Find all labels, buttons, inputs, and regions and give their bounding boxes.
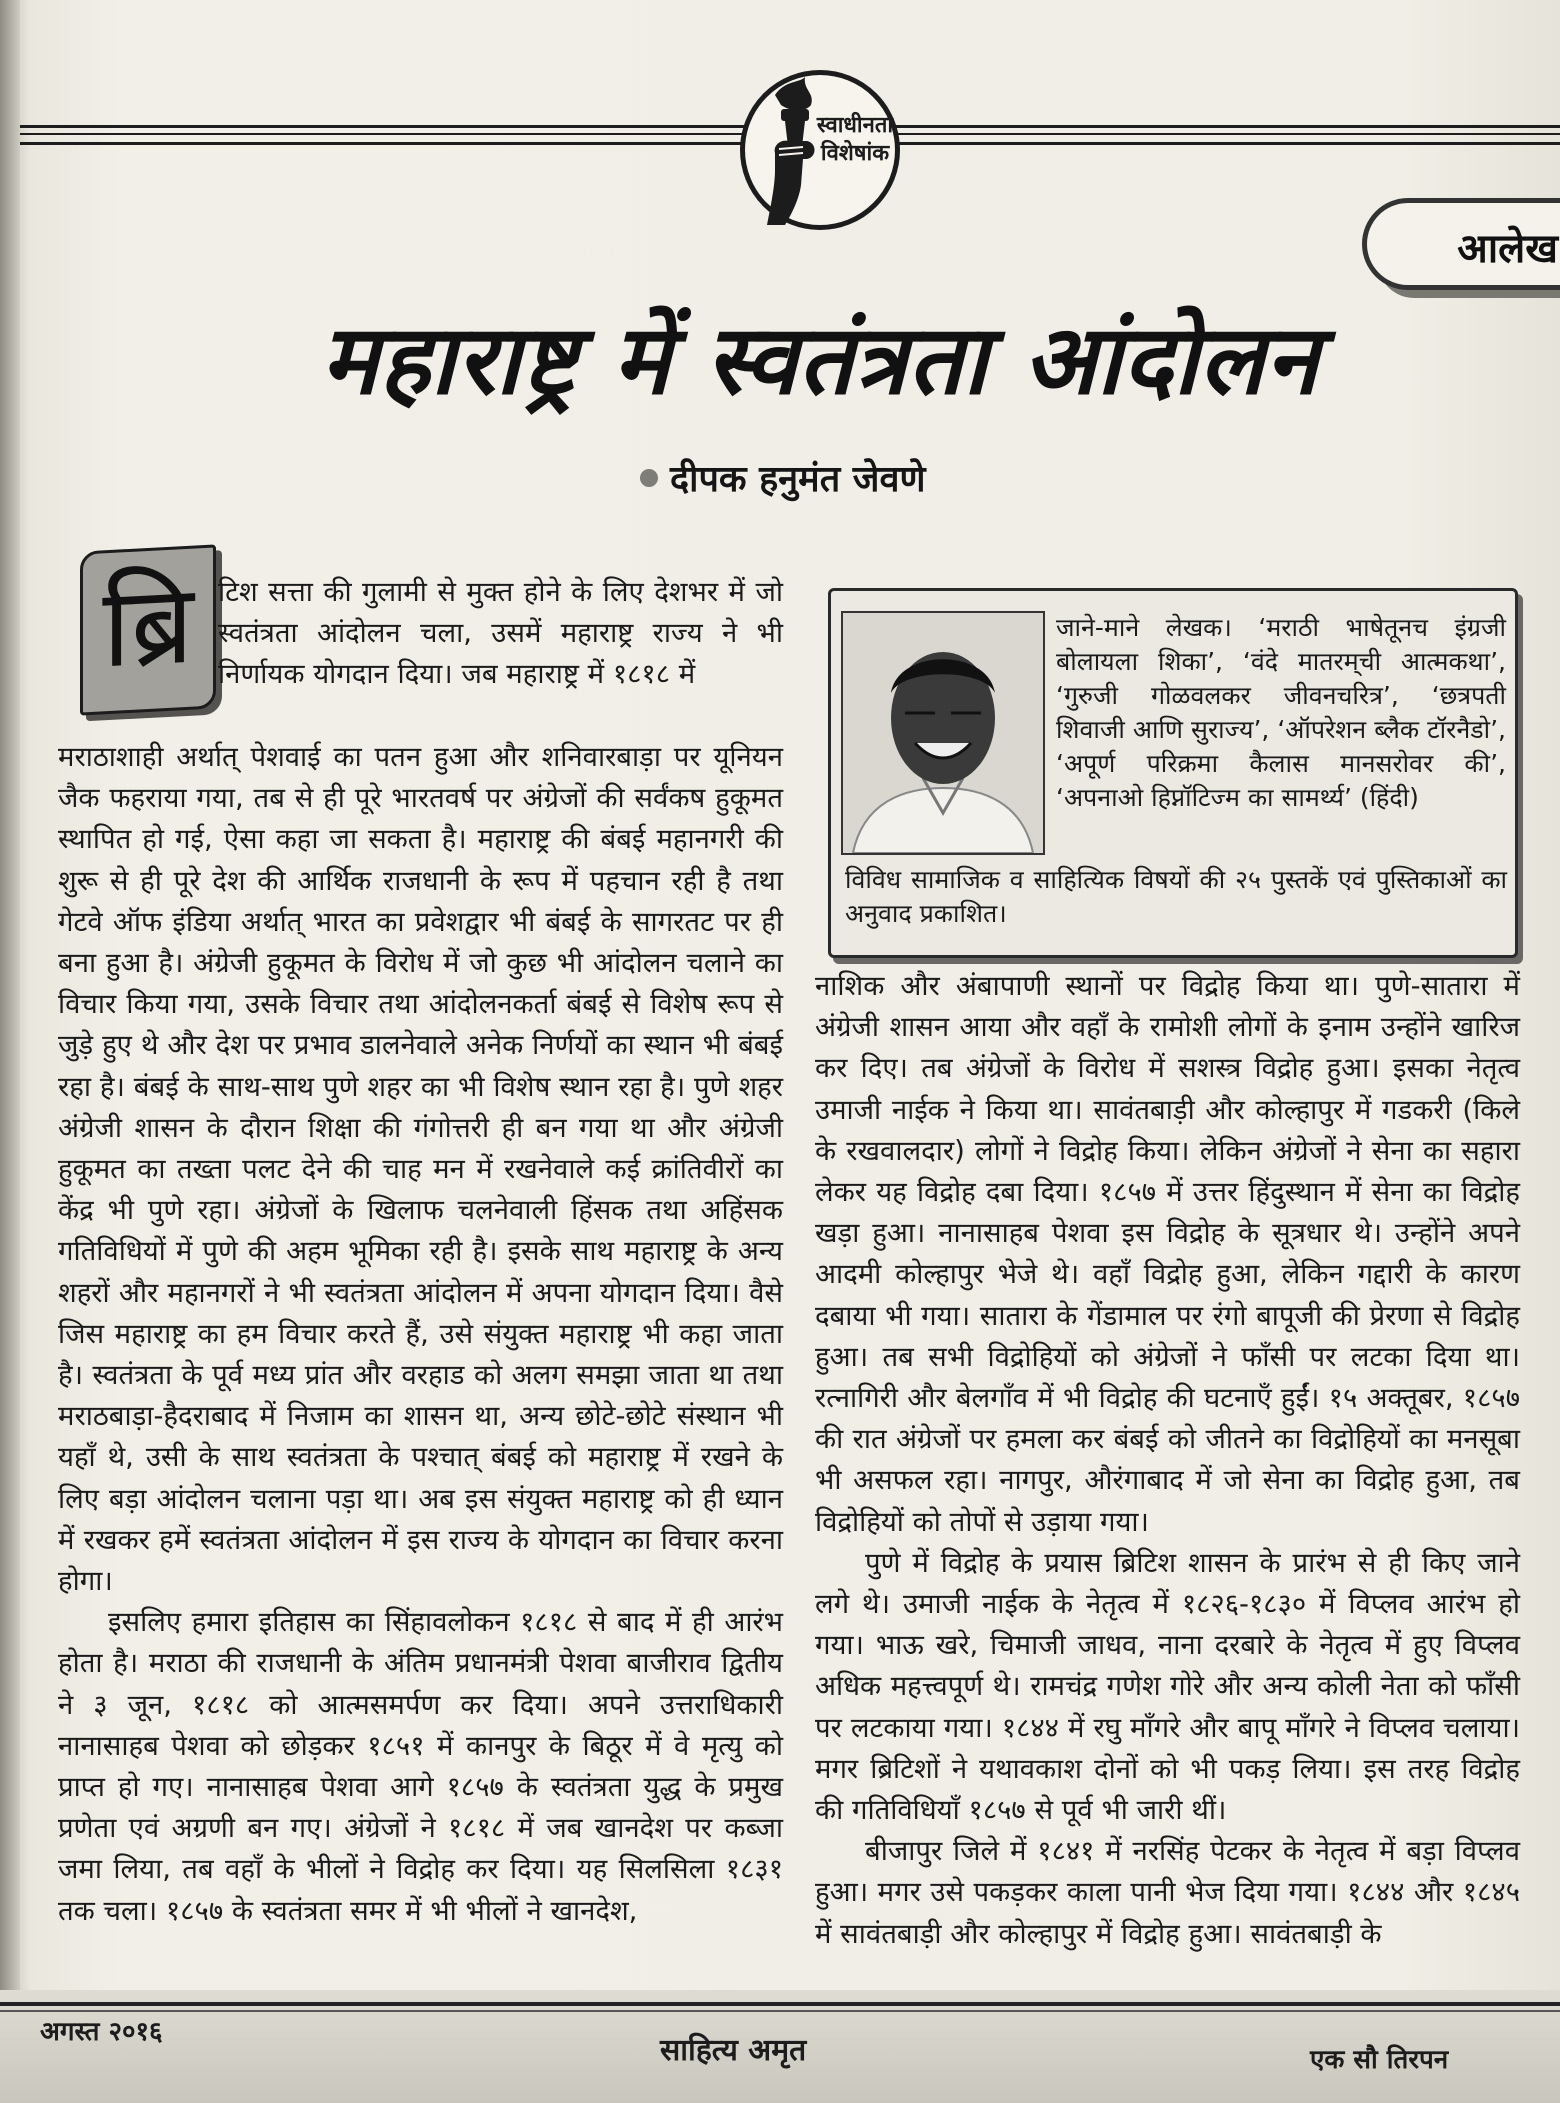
emblem-line-1: स्वाधीनता — [816, 113, 894, 138]
book-spine — [0, 0, 20, 2103]
emblem-line-2: विशेषांक — [820, 141, 890, 166]
left-column — [58, 737, 783, 1932]
author-photo — [841, 611, 1045, 855]
right-column — [815, 966, 1520, 1955]
author-name: दीपक हनुमंत जेवणे — [670, 459, 926, 500]
paragraph: इसलिए हमारा इतिहास का सिंहावलोकन १८१८ से बाद में ही आरंभ होता है। मराठा की राजधानी के अंतिम प्रधानमंत्री पेशवा बाजीराव द्वितीय ने ३ जून, १८१८ को आत्मसमर्पण कर दिया। अपने उत्तराधिकारी नानासाहब पेशवा को छोड़कर १८५१ में कानपुर के बिठूर में वे मृत्यु को प्राप्त हो गए। नानासाहब पेशवा आगे १८५७ के स्वतंत्रता युद्ध के प्रमुख प्रणेता एवं अग्रणी बन गए। अंग्रेजों ने १८१८ में जब खानदेश पर कब्जा जमा लिया, तब वहाँ के भीलों ने विद्रोह कर दिया। यह सिलसिला १८३१ तक चला। १८५७ के स्वतंत्रता समर में भी भीलों ने खानदेश, — [58, 1606, 783, 1927]
paragraph: टिश सत्ता की गुलामी से मुक्त होने के लिए देशभर में जो स्वतंत्रता आंदोलन चला, उसमें महाराष्ट्र राज्य ने भी निर्णायक योगदान दिया। जब महाराष्ट्र में १८१८ में — [218, 576, 783, 691]
left-column-intro — [218, 572, 783, 696]
footer-rule — [0, 2002, 1560, 2006]
bio-text-continued: विविध सामाजिक व साहित्यिक विषयों की २५ पुस्तकें एवं पुस्तिकाओं का अनुवाद प्रकाशित। — [845, 865, 1507, 928]
article-title: महाराष्ट्र में स्वतंत्रता आंदोलन — [320, 303, 1320, 416]
section-label: आलेख — [1457, 226, 1558, 272]
article-author — [640, 455, 1160, 505]
paragraph: मराठाशाही अर्थात् पेशवाई का पतन हुआ और शनिवारबाड़ा पर यूनियन जैक फहराया गया, तब से ही पूरे भारतवर्ष पर अंग्रेजों की सर्वंकष हुकूमत स्थापित हो गई, ऐसा कहा जा सकता है। महाराष्ट्र की बंबई महानगरी की शुरू से ही पूरे देश की आर्थिक राजधानी के रूप में पहचान रही है तथा गेटवे ऑफ इंडिया अर्थात् भारत का प्रवेशद्वार भी बंबई के सागरतट पर ही बना हुआ है। अंग्रेजी हुकूमत के विरोध में जो कुछ भी आंदोलन चलाने का विचार किया गया, उसके विचार तथा आंदोलनकर्ता बंबई से विशेष रूप से जुड़े हुए थे और देश पर प्रभाव डालनेवाले अनेक निर्णयों का स्थान भी बंबई रहा है। बंबई के साथ-साथ पुणे शहर का भी विशेष स्थान रहा है। पुणे शहर अंग्रेजी शासन के दौरान शिक्षा की गंगोत्तरी ही बन गया था और अंग्रेजी हुकूमत का तख्ता पलट देने की चाह मन में रखनेवाले कई क्रांतिवीरों का केंद्र भी पुणे रहा। अंग्रेजों के खिलाफ चलनेवाली हिंसक तथा अहिंसक गतिविधियों में पुणे की अहम भूमिका रही है। इसके साथ महाराष्ट्र के अन्य शहरों और महानगरों ने भी स्वतंत्रता आंदोलन में अपना योगदान दिया। वैसे जिस महाराष्ट्र का हम विचार करते हैं, उसे संयुक्त महाराष्ट्र भी कहा जाता है। स्वतंत्रता के पूर्व मध्य प्रांत और वरहाड को अलग समझा जाता था तथा मराठबाड़ा-हैदराबाद में निजाम का शासन था, अन्य छोटे-छोटे संस्थान भी यहाँ थे, उसी के साथ स्वतंत्रता के पश्चात् बंबई को महाराष्ट्र में रखने के लिए बड़ा आंदोलन चलाना पड़ा था। अब इस संयुक्त महाराष्ट्र को ही ध्यान में रखकर हमें स्वतंत्रता आंदोलन में इस राज्य के योगदान का विचार करना होगा। — [58, 741, 783, 1598]
magazine-name: साहित्य अमृत — [660, 2033, 807, 2068]
bio-text: जाने-माने लेखक। ‘मराठी भाषेतूनच इंग्रजी बोलायला शिका’, ‘वंदे मातरम्‌ची आत्मकथा’, ‘गुरुजी गोळवलकर जीवनचरित्र’, ‘छत्रपती शिवाजी आणि सुराज्य’, ‘ऑपरेशन ब्लैक टॉरनैडो’, ‘अपूर्ण परिक्रमा कैलास मानसरोवर की’, ‘अपनाओ हिप्नॉटिज्म का सामर्थ्य’ (हिंदी) — [1056, 613, 1506, 812]
author-portrait-image — [843, 613, 1043, 853]
footer-rule — [0, 2010, 1560, 2012]
paragraph: नाशिक और अंबापाणी स्थानों पर विद्रोह किया था। पुणे-सातारा में अंग्रेजी शासन आया और वहाँ के रामोशी लोगों के इनाम उन्होंने खारिज कर दिए। तब अंग्रेजों के विरोध में सशस्त्र विद्रोह हुआ। इसका नेतृत्व उमाजी नाईक ने किया था। सावंतबाड़ी और कोल्हापुर में गडकरी (किले के रखवालदार) लोगों ने विद्रोह किया। लेकिन अंग्रेजों ने सेना का सहारा लेकर यह विद्रोह दबा दिया। १८५७ में उत्तर हिंदुस्थान में सेना का विद्रोह खड़ा हुआ। नानासाहब पेशवा इस विद्रोह के सूत्रधार थे। उन्होंने अपने आदमी कोल्हापुर भेजे थे। वहाँ विद्रोह हुआ, लेकिन गद्दारी के कारण दबाया भी गया। सातारा के गेंडामाल पर रंगो बापूजी की प्रेरणा से विद्रोह हुआ। तब सभी विद्रोहियों को अंग्रेजों ने फाँसी पर लटका दिया था। रत्नागिरी और बेलगाँव में भी विद्रोह की घटनाएँ हुईं। १५ अक्तूबर, १८५७ की रात अंग्रेजों पर हमला कर बंबई को जीतने का विद्रोहियों का मनसूबा भी असफल रहा। नागपुर, औरंगाबाद में जो सेना का विद्रोह हुआ, तब विद्रोहियों को तोपों से उड़ाया गया। — [815, 970, 1520, 1538]
issue-date: अगस्त २०१६ — [40, 2017, 163, 2047]
paragraph: पुणे में विद्रोह के प्रयास ब्रिटिश शासन के प्रारंभ से ही किए जाने लगे थे। उमाजी नाईक के नेतृत्व में १८२६-१८३० में विप्लव आरंभ हो गया। भाऊ खरे, चिमाजी जाधव, नाना दरबारे के नेतृत्व में हुए विप्लव अधिक महत्त्वपूर्ण थे। रामचंद्र गणेश गोरे और अन्य कोली नेता को फाँसी पर लटकाया गया। १८४४ में रघु माँगरे और बापू माँगरे ने विप्लव चलाया। मगर ब्रिटिशों ने यथावकाश दोनों को भी पकड़ लिया। इस तरह विद्रोह की गतिविधियाँ १८५७ से पूर्व भी जारी थीं। — [815, 1546, 1520, 1827]
independence-special-emblem — [740, 70, 900, 230]
paragraph: बीजापुर जिले में १८४१ में नरसिंह पेटकर के नेतृत्व में बड़ा विप्लव हुआ। मगर उसे पकड़कर काला पानी भेज दिया गया। १८४४ और १८४५ में सावंतबाड़ी और कोल्हापुर में विद्रोह हुआ। सावंतबाड़ी के — [815, 1835, 1520, 1950]
bullet-icon — [640, 469, 658, 487]
section-tab — [1362, 198, 1560, 290]
page-number: एक सौ तिरपन — [1310, 2045, 1449, 2075]
author-bio-box — [828, 588, 1518, 958]
drop-cap: ब्रि — [80, 544, 216, 715]
